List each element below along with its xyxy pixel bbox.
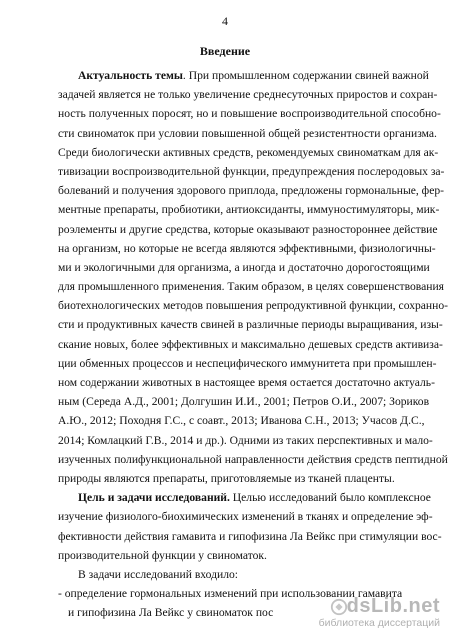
- text-line: [58, 565, 403, 584]
- line-text: Среди биологически активных средств, рекомендуемых свиноматкам для ак-: [58, 145, 439, 159]
- text-line: [58, 277, 445, 296]
- line-text: . При промышленном содержании свиней важной: [182, 69, 429, 82]
- dslib-logo-icon: [330, 598, 348, 616]
- text-line: [58, 104, 441, 123]
- line-text: изучение физиолого-биохимических изменений в тканях и определение эф-: [58, 510, 433, 524]
- text-line: [58, 392, 430, 411]
- line-text: - определение гормональных изменений при использовании гамавита: [58, 587, 403, 601]
- line-text: природы являются препараты, приготовляемые из тканей плаценты.: [58, 471, 395, 485]
- body-text: [58, 66, 449, 622]
- line-text: сти свиноматок при условии повышенной общей резистентности организма.: [58, 126, 437, 140]
- text-line: [58, 162, 445, 181]
- text-line: [58, 85, 438, 104]
- text-line: [58, 258, 430, 277]
- line-text: изученных полифункциональной направленности действия средств пептидной: [58, 452, 448, 466]
- line-text: В задачи исследований входило:: [78, 567, 239, 581]
- text-line: [58, 200, 440, 219]
- text-line: [58, 450, 448, 469]
- text-line: [58, 239, 436, 258]
- line-text: тивизации воспроизводительной функции, предупреждения послеродовых за-: [58, 164, 445, 178]
- text-line: [58, 507, 433, 526]
- bold-lead: Цель и задачи исследований.: [78, 491, 230, 505]
- watermark-logo: dsLib.net: [346, 595, 440, 617]
- line-text: А.Ю., 2012; Походня Г.С., с соавт., 2013; Иванова С.Н., 2013; Учасов Д.С.,: [58, 414, 425, 428]
- line-text: ментные препараты, пробиотики, антиоксиданты, иммуностимуляторы, мик-: [58, 203, 440, 217]
- line-text: для промышленного применения. Таким образом, в целях совершенствования: [58, 280, 445, 294]
- line-text: ми и экологичными для организма, а иногда и достаточно дорогостоящими: [58, 260, 430, 274]
- text-line: [58, 296, 449, 315]
- line-text: 2014; Комлацкий Г.В., 2014 и др.). Одними из таких перспективных и мало-: [58, 433, 433, 447]
- text-line: [58, 546, 403, 565]
- text-line: [58, 143, 439, 162]
- text-line: [58, 124, 437, 143]
- text-line: [58, 66, 429, 85]
- watermark: [250, 595, 440, 631]
- text-line: [58, 315, 443, 334]
- watermark-subtitle: библиотека диссертаций: [318, 617, 440, 629]
- text-line: [58, 335, 443, 354]
- line-text: биотехнологических методов повышения репродуктивной функции, сохранно-: [58, 299, 449, 313]
- text-line: [58, 411, 425, 430]
- text-line: [58, 181, 444, 200]
- text-line: [58, 431, 433, 450]
- line-text: производительной функции у свиноматок.: [58, 548, 267, 562]
- line-text: на организм, но которые не всегда являются эффективными, физиологичны-: [58, 241, 436, 255]
- line-text: болеваний и получения здорового приплода, предложены гормональные, фер-: [58, 184, 444, 198]
- line-text: и гипофизина Ла Вейкс у свиноматок пос: [68, 606, 274, 620]
- line-text: ном содержании животных в настоящее время остается достаточно актуаль-: [58, 376, 435, 389]
- line-text: роэлементы и другие средства, которые оказывают разностороннее действие: [58, 222, 438, 236]
- bold-lead: Актуальность темы: [78, 69, 183, 82]
- text-line: [58, 373, 435, 392]
- text-line: [58, 469, 403, 488]
- page-number: 4: [222, 14, 228, 28]
- section-heading: Введение: [199, 44, 251, 58]
- text-line: [58, 354, 437, 373]
- line-text: ным (Середа А.Д., 2001; Долгушин И.И., 2001; Петров О.И., 2007; Зориков: [58, 395, 430, 409]
- line-text: сти и продуктивных качеств свиней в различные периоды выращивания, изы-: [58, 318, 443, 332]
- line-text: фективности действия гамавита и гипофизина Ла Вейкс при стимуляции вос-: [58, 529, 442, 543]
- text-line: [58, 527, 442, 546]
- line-text: ность полученных поросят, но и повышение воспроизводительной способно-: [58, 107, 441, 121]
- text-line: [58, 488, 431, 507]
- text-line: [58, 220, 438, 239]
- line-text: скание новых, более эффективных и максимально дешевых средств активиза-: [58, 337, 443, 351]
- line-text: задачей является не только увеличение среднесуточных приростов и сохран-: [58, 88, 438, 102]
- line-text: Целью исследований было комплексное: [229, 491, 431, 505]
- line-text: ции обменных процессов и неспецифического иммунитета при промышлен-: [58, 356, 437, 370]
